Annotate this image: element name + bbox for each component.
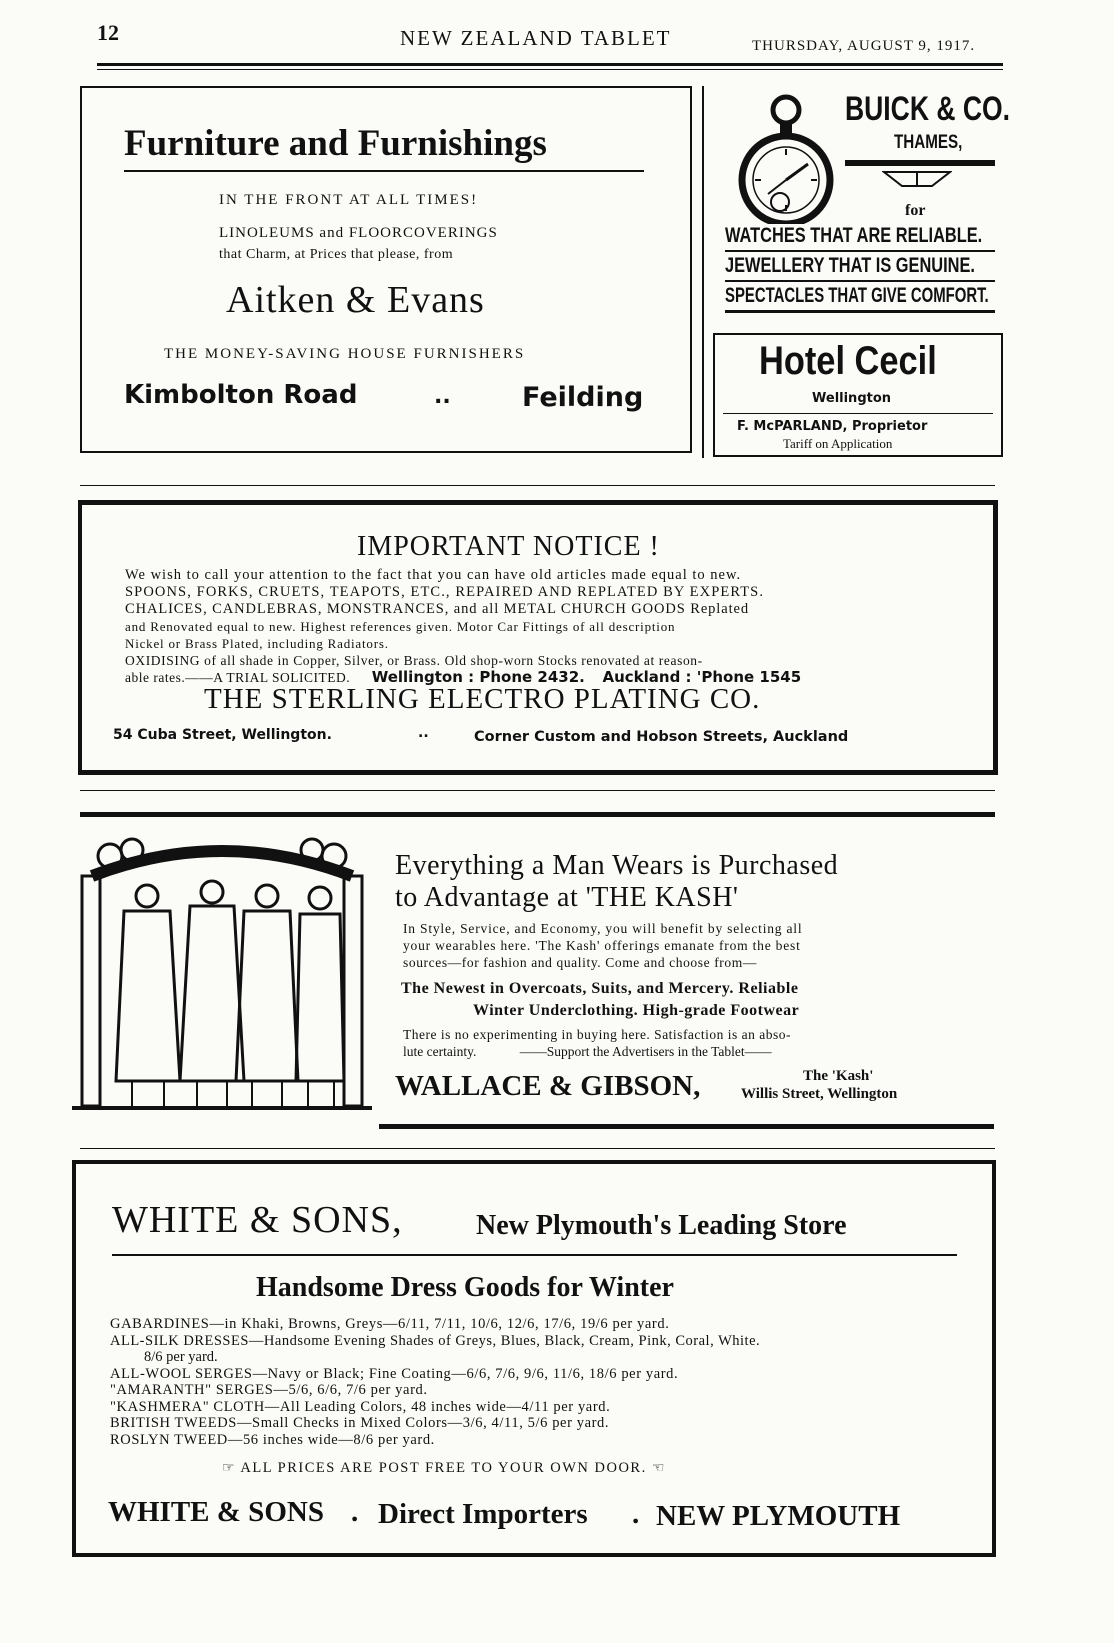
aitken-name: Aitken & Evans <box>226 279 485 321</box>
buick-rule1 <box>725 250 995 252</box>
buick-line1: WATCHES THAT ARE RELIABLE. <box>725 224 983 247</box>
kash-bold1: The Newest in Overcoats, Suits, and Mercery. Reliable <box>401 980 799 997</box>
pointing-hand-icon: ☜ <box>651 1461 666 1476</box>
ornament-icon <box>882 170 952 190</box>
kash-support: ——Support the Advertisers in the Tablet—— <box>519 1044 772 1059</box>
notice-line: We wish to call your attention to the fact that you can have old articles made equal to new. <box>125 567 742 583</box>
kash-body-line: your wearables here. 'The Kash' offerings emanate from the best <box>403 938 801 953</box>
aitken-evans-ad <box>80 86 692 453</box>
kash-body <box>403 920 993 971</box>
notice-heading: IMPORTANT NOTICE ! <box>357 531 660 562</box>
kash-heading1: Everything a Man Wears is Purchased <box>395 850 839 881</box>
section-rule <box>80 485 995 486</box>
hotel-proprietor: F. McPARLAND, Proprietor <box>737 419 928 434</box>
notice-line: Nickel or Brass Plated, including Radiators. <box>125 636 389 651</box>
section-rule <box>80 790 995 791</box>
aitken-line1: IN THE FRONT AT ALL TIMES! <box>219 192 479 208</box>
buick-rule2 <box>725 280 995 282</box>
kash-addr1: The 'Kash' <box>803 1068 874 1084</box>
column-divider <box>702 86 704 458</box>
notice-phone-auckland: Auckland : 'Phone 1545 <box>602 668 802 686</box>
white-sons-ad <box>72 1160 996 1557</box>
white-footer-right: NEW PLYMOUTH <box>656 1500 901 1532</box>
price-list-item: ALL-WOOL SERGES—Navy or Black; Fine Coating—6/6, 7/6, 9/6, 11/6, 18/6 per yard. <box>110 1365 679 1382</box>
white-footer-dot1: . <box>351 1496 359 1528</box>
aitken-heading-rule <box>124 170 644 172</box>
aitken-tagline: THE MONEY-SAVING HOUSE FURNISHERS <box>164 346 526 362</box>
pocket-watch-icon <box>738 94 838 224</box>
kash-body-2 <box>403 1026 993 1060</box>
hotel-name: Hotel Cecil <box>759 339 937 383</box>
hotel-tariff: Tariff on Application <box>783 436 893 451</box>
kash-company: WALLACE & GIBSON, <box>395 1070 701 1102</box>
page-number: 12 <box>97 20 119 45</box>
issue-date: THURSDAY, AUGUST 9, 1917. <box>752 38 976 54</box>
buick-for: for <box>905 202 926 219</box>
aitken-address-right: Feilding <box>522 382 644 413</box>
white-price-list <box>110 1316 970 1448</box>
notice-line: CHALICES, CANDLEBRAS, MONSTRANCES, and all METAL CHURCH GOODS Replated <box>125 601 749 617</box>
notice-address-left: 54 Cuba Street, Wellington. <box>113 727 332 743</box>
white-heading-rule <box>112 1254 957 1256</box>
aitken-line2: LINOLEUMS and FLOORCOVERINGS <box>219 225 498 241</box>
white-tagline: New Plymouth's Leading Store <box>476 1210 847 1241</box>
notice-line: and Renovated equal to new. Highest references given. Motor Car Fittings of all description <box>125 619 676 634</box>
notice-phone-wellington: Wellington : Phone 2432. <box>371 668 585 686</box>
aitken-address-left: Kimbolton Road <box>124 380 358 410</box>
header-rule <box>97 63 1003 66</box>
price-list-item: "AMARANTH" SERGES—5/6, 6/6, 7/6 per yard. <box>110 1382 428 1398</box>
buick-rule3 <box>725 310 995 313</box>
buick-ornament-bar <box>845 160 995 166</box>
menswear-illustration <box>72 836 372 1116</box>
aitken-line3: that Charm, at Prices that please, from <box>219 247 454 262</box>
hotel-rule <box>723 413 993 414</box>
price-list-item: BRITISH TWEEDS—Small Checks in Mixed Colors—3/6, 4/11, 5/6 per yard. <box>110 1415 610 1431</box>
hotel-city: Wellington <box>812 391 892 406</box>
white-post-free-row <box>222 1460 666 1477</box>
white-name: WHITE & SONS, <box>112 1199 403 1241</box>
notice-ad <box>78 500 998 775</box>
price-list-item: GABARDINES—in Khaki, Browns, Greys—6/11, 7/11, 10/6, 12/6, 17/6, 19/6 per yard. <box>110 1316 670 1332</box>
notice-line: SPOONS, FORKS, CRUETS, TEAPOTS, ETC., REPAIRED AND REPLATED BY EXPERTS. <box>125 584 765 600</box>
buick-ad <box>712 86 1011 326</box>
kash-body-line: In Style, Service, and Economy, you will benefit by selecting all <box>403 921 803 936</box>
kash-body-line: There is no experimenting in buying here. Satisfaction is an abso- <box>403 1027 792 1042</box>
kash-bottom-rule <box>379 1124 994 1129</box>
buick-place: THAMES, <box>894 132 963 153</box>
kash-ad <box>395 850 1005 1135</box>
masthead-title: NEW ZEALAND TABLET <box>400 26 672 50</box>
notice-line: OXIDISING of all shade in Copper, Silver, or Brass. Old shop-worn Stocks renovated at reason- <box>125 653 703 668</box>
white-post-free: ALL PRICES ARE POST FREE TO YOUR OWN DOOR. <box>240 1460 647 1476</box>
white-footer-dot2: . <box>632 1498 640 1530</box>
kash-addr2: Willis Street, Wellington <box>741 1086 898 1102</box>
buick-line3: SPECTACLES THAT GIVE COMFORT. <box>725 284 989 307</box>
pointing-hand-icon: ☞ <box>222 1461 237 1476</box>
kash-bold2: Winter Underclothing. High-grade Footwear <box>473 1002 800 1019</box>
price-list-item: 8/6 per yard. <box>144 1349 218 1365</box>
hotel-cecil-ad <box>713 333 1003 457</box>
section-rule <box>80 1148 995 1149</box>
kash-body-line <box>403 1043 993 1060</box>
notice-body <box>125 567 985 687</box>
section-rule-thick <box>80 812 995 817</box>
notice-address-sep: .. <box>418 725 429 741</box>
buick-line2: JEWELLERY THAT IS GENUINE. <box>725 254 975 277</box>
aitken-address-sep: .. <box>434 384 451 409</box>
notice-trial: able rates.——A TRIAL SOLICITED. <box>125 670 351 685</box>
kash-heading2: to Advantage at 'THE KASH' <box>395 882 739 913</box>
header-rule-thin <box>97 69 1003 70</box>
price-list-item: ALL-SILK DRESSES—Handsome Evening Shades of Greys, Blues, Black, Cream, Pink, Coral, White. <box>110 1332 761 1349</box>
buick-name: BUICK & CO. <box>845 90 1011 128</box>
price-list-item: ROSLYN TWEED—56 inches wide—8/6 per yard. <box>110 1431 435 1448</box>
kash-body-line: sources—for fashion and quality. Come and choose from— <box>403 955 757 970</box>
white-subheading: Handsome Dress Goods for Winter <box>256 1272 674 1303</box>
price-list-item: "KASHMERA" CLOTH—All Leading Colors, 48 inches wide—4/11 per yard. <box>110 1398 611 1415</box>
notice-address-right: Corner Custom and Hobson Streets, Auckland <box>474 729 849 745</box>
notice-company: THE STERLING ELECTRO PLATING CO. <box>204 683 761 715</box>
white-footer-mid: Direct Importers <box>378 1498 588 1530</box>
white-footer-left: WHITE & SONS <box>108 1496 324 1528</box>
kash-certainty: lute certainty. <box>403 1044 477 1059</box>
aitken-heading: Furniture and Furnishings <box>124 123 547 164</box>
